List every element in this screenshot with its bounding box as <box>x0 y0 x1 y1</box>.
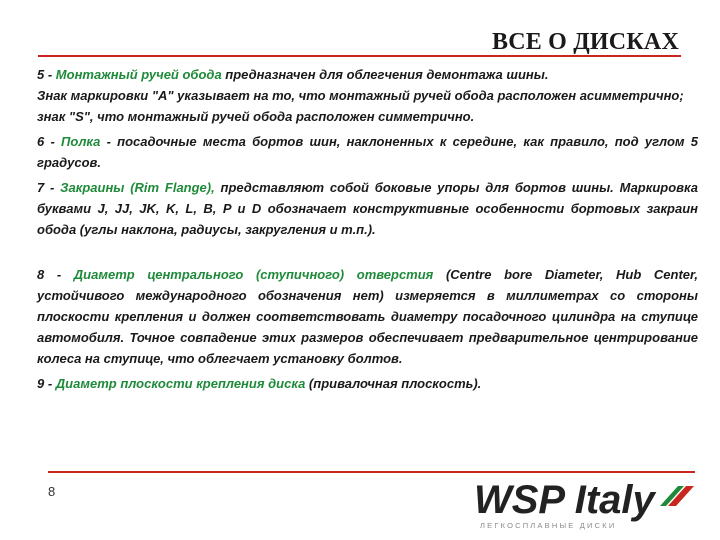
item-5-line1 <box>37 64 698 85</box>
item-5-text1: предназначен для облегчения демонтажа шины. <box>221 67 549 82</box>
item-7 <box>37 177 698 240</box>
item-9-prefix: 9 - <box>37 376 56 391</box>
logo-wordmark: WSP Italy <box>474 478 655 522</box>
item-8-text: (Centre bore Diameter, Hub Center, устойчивого международного обозначения нет) измеряется в миллиметрах со стороны плоскости крепления и должен соответствовать диаметру посадочного цилиндра на ступице автомобиля. Точное совпадение этих размеров обеспечивает предварительное центрирование колеса на ступице, что облегчает установку болтов. <box>37 267 698 366</box>
content-body <box>37 64 698 394</box>
wsp-italy-logo <box>472 474 696 530</box>
item-5-line3: знак "S", что монтажный ручей обода расположен симметрично. <box>37 109 475 124</box>
item-9-text: (привалочная плоскость). <box>305 376 482 391</box>
item-5-term: Монтажный ручей обода <box>55 67 222 82</box>
item-8 <box>37 264 698 369</box>
item-8-prefix: 8 - <box>37 267 74 282</box>
item-7-prefix: 7 - <box>37 180 61 195</box>
item-9-term: Диаметр плоскости крепления диска <box>55 376 306 391</box>
item-6-term: Полка <box>61 134 101 149</box>
spacer <box>37 240 698 264</box>
item-9 <box>37 373 698 394</box>
page-number: 8 <box>48 484 56 499</box>
title-underline <box>38 55 681 57</box>
item-6-text: - посадочные места бортов шин, наклоненных к середине, как правило, под углом 5 градусов. <box>37 134 698 170</box>
item-6 <box>37 131 698 173</box>
item-7-text: представляют собой боковые упоры для бортов шины. Маркировка буквами J, JJ, JK, K, L, B, P и D обозначает конструктивные особенности бортовых закраин обода (углы наклона, радиусы, закругления и т.п.). <box>37 180 698 237</box>
footer-rule <box>48 471 695 473</box>
item-8-term: Диаметр центрального (ступичного) отверстия <box>73 267 434 282</box>
item-5-prefix: 5 - <box>37 67 56 82</box>
item-5-line2: Знак маркировки "A" указывает на то, что монтажный ручей обода расположен асимметрично; <box>37 88 684 103</box>
logo-tagline: ЛЕГКОСПЛАВНЫЕ ДИСКИ <box>480 521 617 530</box>
page-title: ВСЕ О ДИСКАХ <box>492 29 679 55</box>
item-6-prefix: 6 - <box>37 134 62 149</box>
item-7-term: Закраины (Rim Flange), <box>60 180 215 195</box>
